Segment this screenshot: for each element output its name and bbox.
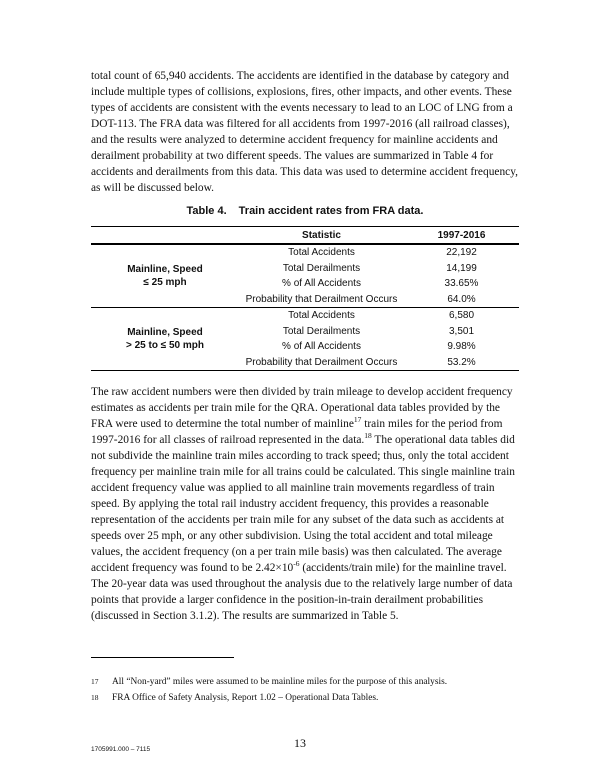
group-label-line: Mainline, Speed — [127, 264, 203, 275]
header-years: 1997-2016 — [404, 227, 519, 245]
document-number: 1705991.000 – 7115 — [91, 746, 151, 753]
table-row — [91, 244, 519, 261]
stat-cell: Total Accidents — [239, 308, 404, 324]
para2-text-d: (accidents/train mile) for the mainline travel. The 20-year data was used throughout the analysis due to the relatively large number of data points that provide a larger confidence in the position-in-train derailment probabilities (discussed in Section 3.1.2). The results are summarized in Table 5. — [91, 562, 513, 622]
value-cell: 33.65% — [444, 278, 479, 290]
group-label-line: > 25 to ≤ 50 mph — [125, 340, 204, 351]
accident-rates-table — [91, 226, 519, 371]
value-cell: 64.0% — [447, 293, 476, 305]
footnote-mark: 17 — [91, 677, 99, 686]
footnote-divider — [91, 657, 234, 658]
stat-cell: Probability that Derailment Occurs — [239, 355, 404, 371]
value-cell: 14,199 — [446, 262, 477, 274]
body-paragraph-2 — [91, 384, 519, 624]
group-label-low-speed — [91, 244, 239, 308]
group-label-mid-speed — [91, 308, 239, 371]
exponent: -6 — [293, 559, 300, 569]
footnote-text: All “Non-yard” miles were assumed to be mainline miles for the purpose of this analysis. — [112, 677, 448, 687]
footnote-17 — [91, 676, 521, 688]
footnote-ref-18[interactable]: 18 — [364, 431, 372, 441]
para2-text-c: The operational data tables did not subdivide the mainline train miles according to track speed; thus, only the total accident frequency per mainline train mile for all trains could be calculated. This single mainline train accident frequency value was applied to all mainline train movements regardless of train speed. By applying the total rail industry accident frequency, this provides a reasonable representation of the accidents per train mile for any subset of the data such as accidents at speeds over 25 mph, or any other subdivision. Using the total accident and total mileage values, the accident frequency (on a per train mile basis) was then calculated. The average accident frequency was found to be 2.42×10 — [91, 434, 515, 574]
group-label-line: Mainline, Speed — [127, 327, 203, 338]
table-caption — [91, 205, 519, 217]
stat-cell: Total Accidents — [288, 247, 355, 259]
stat-cell: Total Derailments — [282, 262, 361, 274]
para2-text-b: train miles for the period from 1997-2016 for all classes of railroad represented in the data. — [91, 418, 503, 446]
header-blank — [91, 227, 239, 245]
stat-cell: Total Derailments — [282, 325, 361, 337]
footnote-text: FRA Office of Safety Analysis, Report 1.02 – Operational Data Tables. — [112, 693, 379, 703]
value-cell: 22,192 — [446, 247, 477, 259]
table-caption-number: Table 4. — [186, 205, 227, 217]
group-label-line: ≤ 25 mph — [143, 277, 187, 288]
value-cell: 6,580 — [404, 308, 519, 324]
stat-cell: % of All Accidents — [282, 278, 361, 290]
page-number: 13 — [294, 736, 306, 750]
value-cell: 9.98% — [447, 341, 476, 353]
value-cell: 3,501 — [448, 325, 475, 337]
table-header-row — [91, 227, 519, 245]
body-paragraph-1: total count of 65,940 accidents. The accidents are identified in the database by category and include multiple types of collisions, explosions, fires, other impacts, and other events. These types of accidents are consistent with the events necessary to lead to an LOC of LNG from a DOT-113. The FRA data was filtered for all accidents from 1997-2016 (all railroad classes), and the results were analyzed to determine accident frequency for mainline accidents and derailment probability at two different speeds. The values are summarized in Table 4 for accidents and derailments from this data. This data was used to determine accident frequency, as will be discussed below. — [91, 70, 518, 194]
table-row — [91, 308, 519, 324]
stat-cell: % of All Accidents — [282, 341, 361, 353]
footnote-mark: 18 — [91, 693, 99, 702]
value-cell: 53.2% — [404, 355, 519, 371]
table-caption-title: Train accident rates from FRA data. — [238, 205, 424, 217]
stat-cell: Probability that Derailment Occurs — [245, 293, 398, 305]
footnote-ref-17[interactable]: 17 — [353, 415, 362, 425]
para2-text-a: The raw accident numbers were then divided by train mileage to develop accident frequency estimates as accidents per train mile for the QRA. Operational data tables provided by the FRA were used to determine the total number of mainline — [91, 386, 513, 430]
footnote-18 — [91, 692, 521, 704]
header-statistic: Statistic — [239, 227, 404, 245]
